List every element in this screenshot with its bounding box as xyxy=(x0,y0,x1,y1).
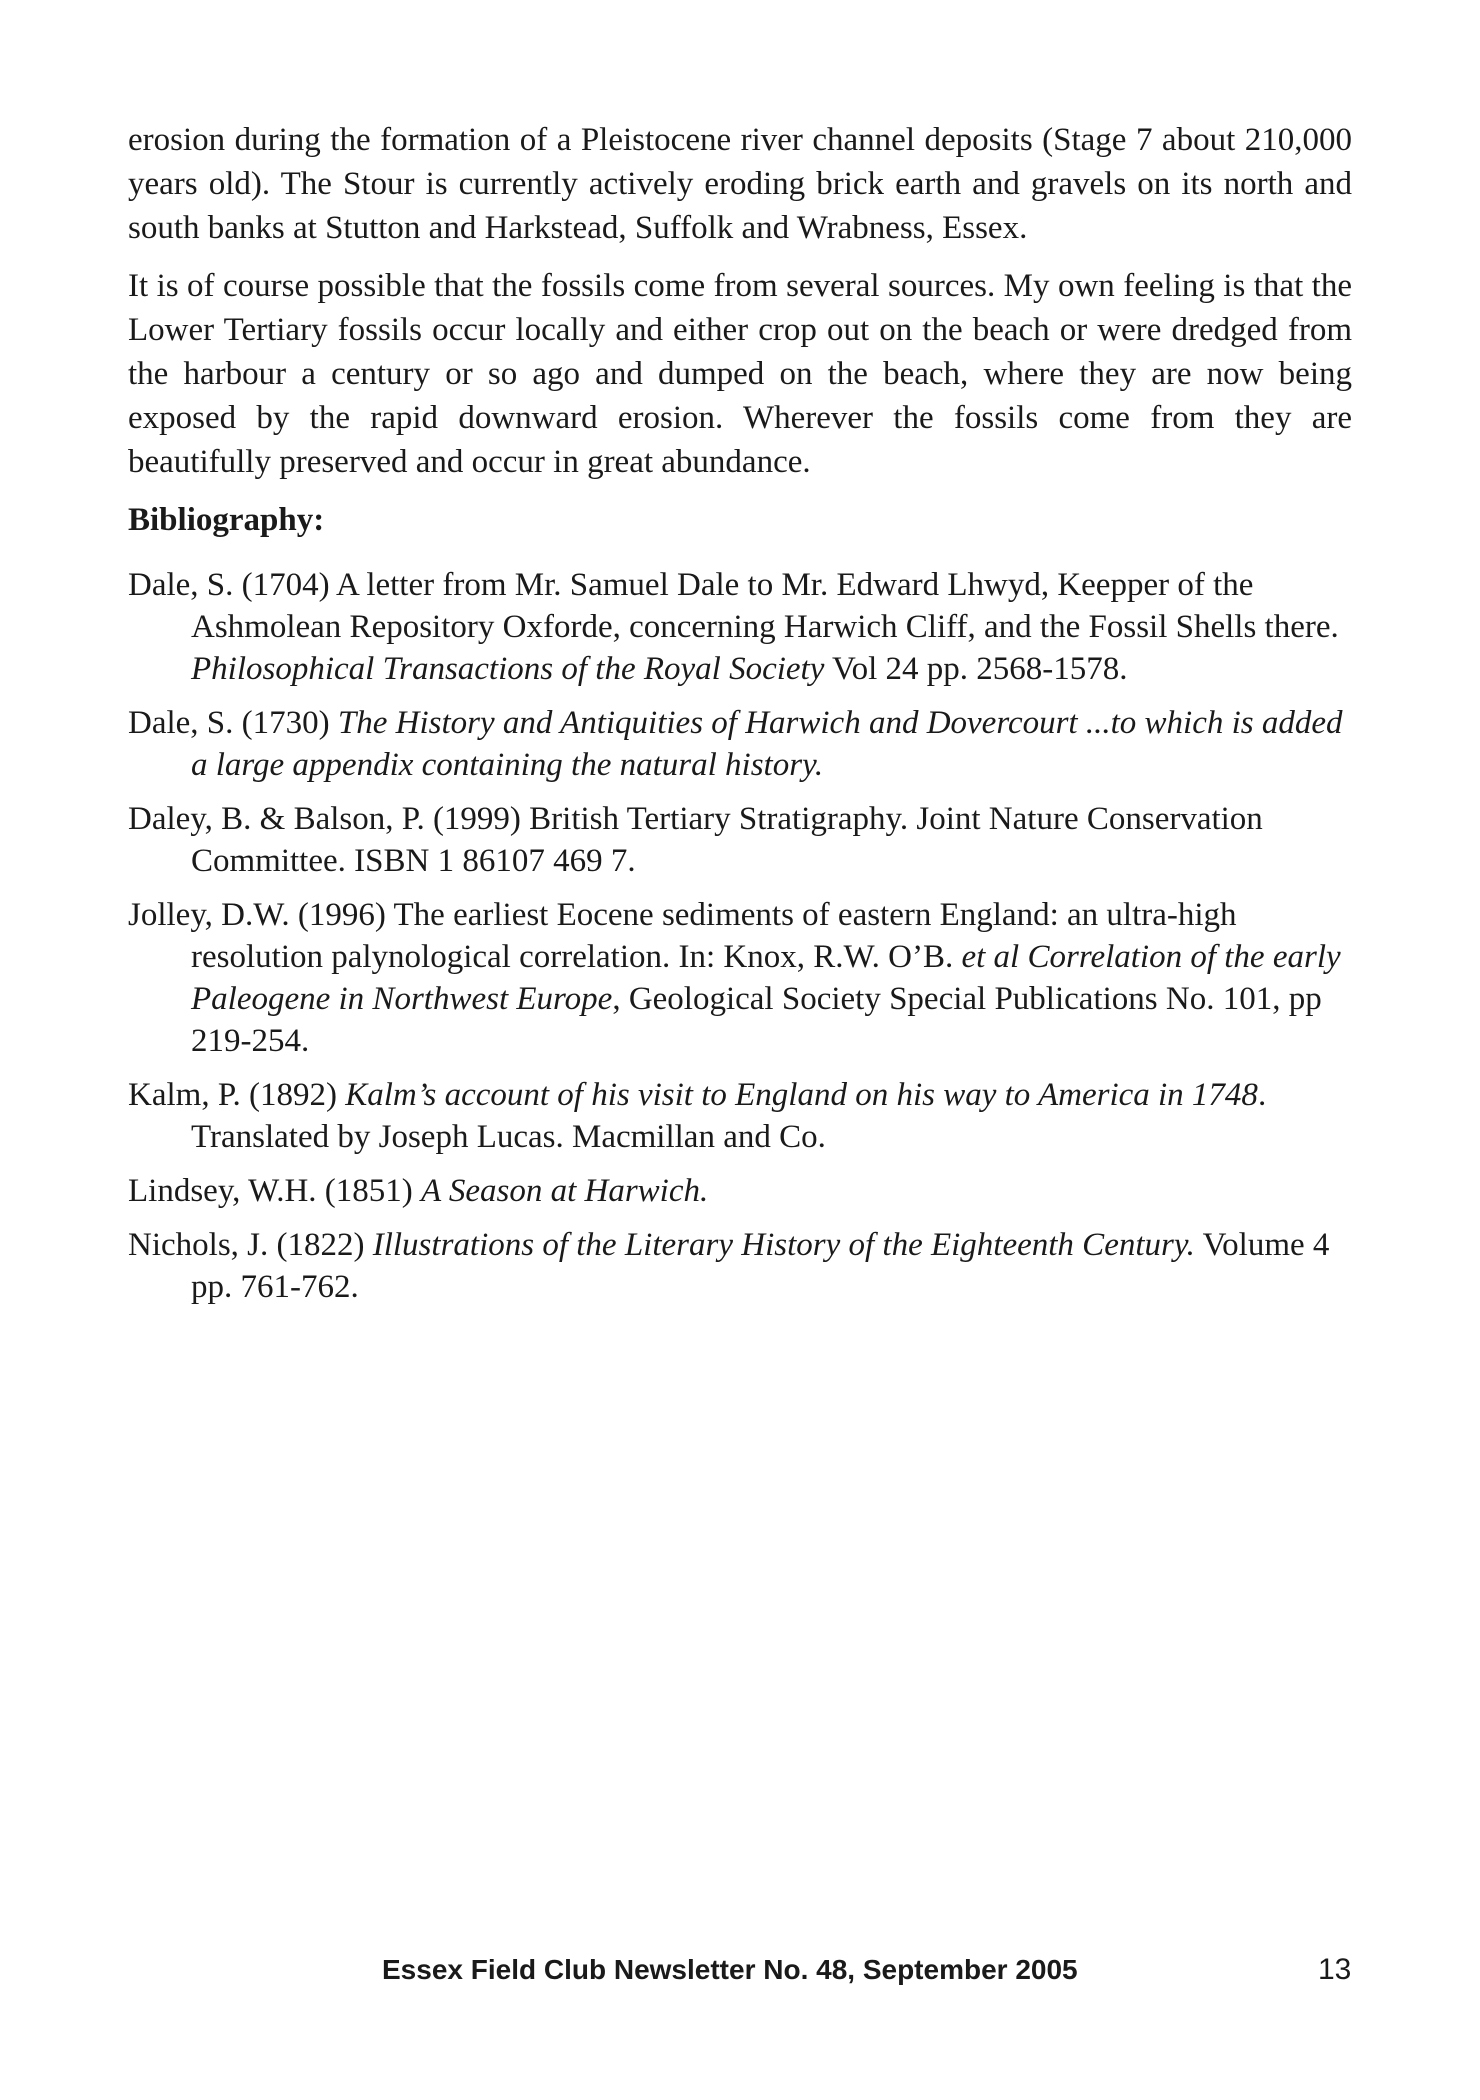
bibliography-list xyxy=(128,564,1352,1308)
bibliography-entry: Jolley, D.W. (1996) The earliest Eocene sediments of eastern England: an ultra-high resolution palynological correlation. In: Knox, R.W. O’B. et al Correlation of the early Paleogene in Northwest Europe, Geological Society Special Publications No. 101, pp 219-254. xyxy=(128,897,1341,1059)
bibliography-entry: Kalm, P. (1892) Kalm’s account of his visit to England on his way to America in 1748. Translated by Joseph Lucas. Macmillan and Co. xyxy=(128,1077,1267,1155)
bibliography-heading: Bibliography: xyxy=(128,502,325,538)
bibliography-entry: Dale, S. (1730) The History and Antiquities of Harwich and Dovercourt ...to which is added a large appendix containing the natural history. xyxy=(128,705,1343,783)
page-number: 13 xyxy=(1318,1953,1352,1986)
bibliography-entry: Dale, S. (1704) A letter from Mr. Samuel Dale to Mr. Edward Lhwyd, Keepper of the Ashmolean Repository Oxforde, concerning Harwich Cliff, and the Fossil Shells there. Philosophical Transactions of the Royal Society Vol 24 pp. 2568-1578. xyxy=(128,567,1339,687)
bibliography-entry: Lindsey, W.H. (1851) A Season at Harwich. xyxy=(128,1173,709,1209)
newsletter-footer-title: Essex Field Club Newsletter No. 48, September 2005 xyxy=(382,1954,1078,1985)
bibliography-entry: Daley, B. & Balson, P. (1999) British Tertiary Stratigraphy. Joint Nature Conservation Committee. ISBN 1 86107 469 7. xyxy=(128,801,1263,879)
body-paragraph: It is of course possible that the fossils come from several sources. My own feeling is that the Lower Tertiary fossils occur locally and either crop out on the beach or were dredged from the harbour a century or so ago and dumped on the beach, where they are now being exposed by the rapid downward erosion. Wherever the fossils come from they are beautifully preserved and occur in great abundance. xyxy=(128,268,1352,480)
body-paragraph: erosion during the formation of a Pleistocene river channel deposits (Stage 7 about 210,000 years old). The Stour is currently actively eroding brick earth and gravels on its north and south banks at Stutton and Harkstead, Suffolk and Wrabness, Essex. xyxy=(128,122,1352,246)
bibliography-entry: Nichols, J. (1822) Illustrations of the Literary History of the Eighteenth Century. Volume 4 pp. 761-762. xyxy=(128,1227,1330,1305)
page-body xyxy=(128,118,1352,1320)
